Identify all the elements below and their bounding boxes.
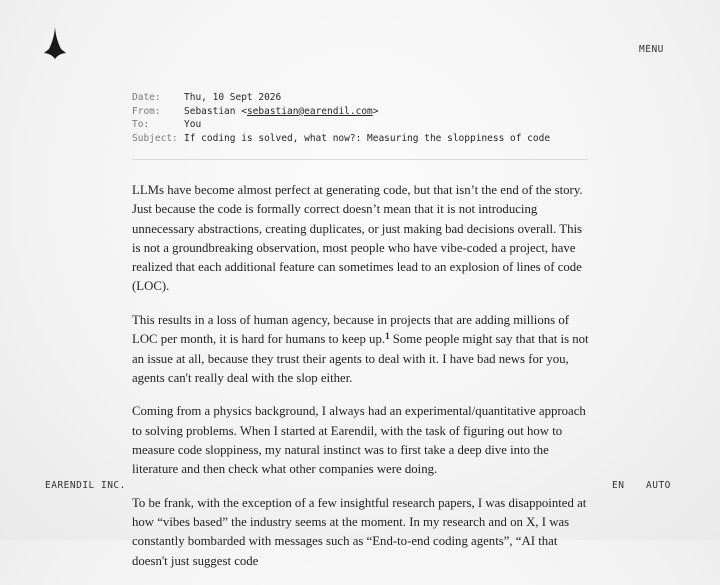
footer-brand: EARENDIL INC. — [45, 480, 126, 491]
paragraph-4: To be frank, with the exception of a few insightful research papers, I was disappointed at how “vibes based” the industry seems at the moment. In my research and on X, I was constantly bombarded with messages such as “End-to-end coding agents”, “AI that doesn't just suggest code — [132, 495, 587, 568]
subject-value: If coding is solved, what now?: Measuring the sloppiness of code — [184, 132, 551, 144]
subject-row — [132, 132, 588, 146]
menu-button[interactable]: MENU — [639, 44, 664, 55]
from-value: Sebastian <sebastian@earendil.com> — [184, 105, 379, 117]
date-value: Thu, 10 Sept 2026 — [184, 92, 282, 103]
paragraph-1: LLMs have become almost perfect at generating code, but that isn’t the end of the story. Just because the code is formally correct doesn’t mean that it is not introducing unnecessary abstractions, creating duplicates, or just making bad decisions overall. This is not a groundbreaking observation, most people who have vibe-coded a project, have realized that each additional feature can sometimes lead to an explosion of lines of code (LOC). — [132, 183, 583, 294]
earendil-logo-icon[interactable] — [44, 27, 66, 59]
paragraph-2-text: This results in a loss of human agency, because in projects that are adding millions of LOC per month, it is hard for humans to keep up. — [132, 312, 569, 347]
from-label: From: — [132, 105, 161, 117]
from-email-link[interactable]: sebastian@earendil.com — [246, 105, 373, 117]
language-toggle[interactable]: EN — [612, 480, 625, 491]
date-label: Date: — [132, 92, 161, 103]
theme-toggle[interactable]: AUTO — [646, 480, 671, 491]
footnote-ref[interactable]: 1 — [385, 331, 390, 342]
to-value: You — [184, 119, 202, 131]
email-header — [132, 91, 588, 145]
to-label: To: — [132, 119, 150, 131]
date-row — [132, 91, 588, 105]
paragraph-2-text-cont: Some people might say that that is not an issue at all, because they trust their agents to deal with it. I have bad news for you, agents can't really deal with the slop either. — [132, 332, 589, 385]
from-name: Sebastian — [184, 105, 236, 117]
subject-label: Subject: — [132, 132, 178, 144]
paragraph-2 — [132, 311, 590, 388]
from-row — [132, 105, 588, 119]
paragraph-3: Coming from a physics background, I always had an experimental/quantitative approach to solving problems. When I started at Earendil, with the task of figuring out how to measure code sloppiness, my natural instinct was to first take a deep dive into the literature and then check what other companies were doing. — [132, 404, 586, 477]
article-body — [132, 181, 590, 585]
to-row — [132, 118, 588, 132]
header-divider — [132, 159, 588, 160]
